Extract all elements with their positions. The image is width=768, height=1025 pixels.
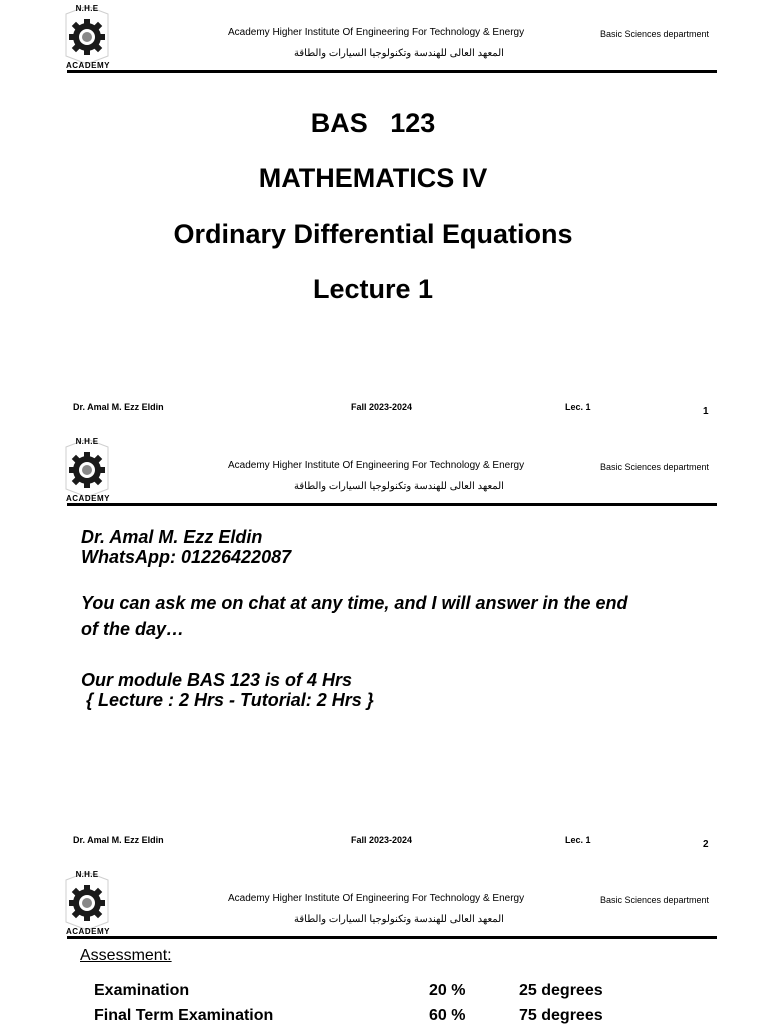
- instructor-name: Dr. Amal M. Ezz Eldin: [81, 527, 263, 547]
- assessment-row-degrees: 25 degrees: [519, 982, 603, 999]
- page-number: 1: [703, 406, 709, 417]
- footer-term: Fall 2023-2024: [351, 402, 413, 412]
- department-name: Basic Sciences department: [600, 29, 710, 39]
- lecture-title: Lecture 1: [312, 274, 434, 304]
- institute-name-en: Academy Higher Institute Of Engineering For Technology & Energy: [228, 27, 525, 38]
- logo-bottom-text: ACADEMY: [66, 927, 110, 936]
- assessment-row-percent: 60 %: [429, 1007, 466, 1024]
- logo-top-text: N.H.E: [75, 870, 99, 879]
- slide-2: [0, 433, 768, 866]
- logo-bottom-text: ACADEMY: [66, 61, 110, 70]
- slide-3: [0, 866, 768, 1024]
- department-name: Basic Sciences department: [600, 462, 710, 472]
- logo-bottom-text: ACADEMY: [66, 494, 110, 503]
- slide-1: [0, 0, 768, 433]
- chat-note-line-2: of the day…: [81, 619, 185, 639]
- assessment-row-name: Examination: [94, 982, 190, 999]
- course-code: BAS 123: [310, 108, 436, 138]
- footer-lecture: Lec. 1: [565, 402, 591, 412]
- academy-logo: [62, 437, 112, 503]
- institute-name-ar: المعهد العالى للهندسة وتكنولوجيا السيارات والطاقة: [294, 48, 504, 59]
- chat-note-line-1: You can ask me on chat at any time, and I will answer in the end: [81, 593, 628, 613]
- assessment-row-percent: 20 %: [429, 982, 466, 999]
- logo-top-text: N.H.E: [75, 4, 99, 13]
- course-topic: Ordinary Differential Equations: [173, 219, 573, 249]
- header-divider: [67, 936, 717, 939]
- assessment-row-degrees: 75 degrees: [519, 1007, 603, 1024]
- module-hours: Our module BAS 123 is of 4 Hrs: [81, 670, 353, 690]
- institute-name-en: Academy Higher Institute Of Engineering For Technology & Energy: [228, 893, 525, 904]
- footer-author: Dr. Amal M. Ezz Eldin: [73, 402, 164, 412]
- header-divider: [67, 503, 717, 506]
- academy-logo: [62, 870, 112, 936]
- assessment-heading: Assessment:: [80, 947, 172, 964]
- header-divider: [67, 70, 717, 73]
- course-name: MATHEMATICS IV: [258, 163, 488, 193]
- institute-name-ar: المعهد العالى للهندسة وتكنولوجيا السيارات والطاقة: [294, 481, 504, 492]
- institute-name-ar: المعهد العالى للهندسة وتكنولوجيا السيارات والطاقة: [294, 914, 504, 925]
- academy-logo: [62, 4, 112, 70]
- department-name: Basic Sciences department: [600, 895, 710, 905]
- logo-top-text: N.H.E: [75, 437, 99, 446]
- footer-term: Fall 2023-2024: [351, 835, 413, 845]
- page-number: 2: [703, 839, 709, 850]
- whatsapp-contact: WhatsApp: 01226422087: [81, 547, 292, 567]
- assessment-row-name: Final Term Examination: [94, 1007, 274, 1024]
- hours-breakdown: { Lecture : 2 Hrs - Tutorial: 2 Hrs }: [81, 690, 374, 710]
- footer-author: Dr. Amal M. Ezz Eldin: [73, 835, 164, 845]
- institute-name-en: Academy Higher Institute Of Engineering For Technology & Energy: [228, 460, 525, 471]
- footer-lecture: Lec. 1: [565, 835, 591, 845]
